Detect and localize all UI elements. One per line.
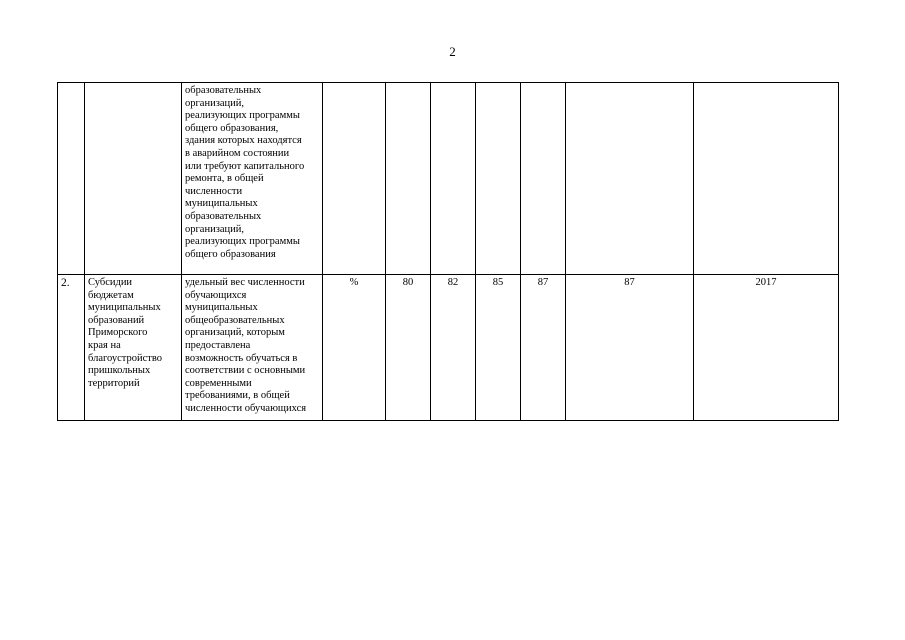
indicator-line: организаций, bbox=[185, 97, 244, 109]
name-line: территорий bbox=[88, 377, 140, 389]
cell-year: 2017 bbox=[694, 275, 839, 421]
name-line: Приморского bbox=[88, 327, 148, 339]
indicator-line: общего образования, bbox=[185, 122, 279, 134]
indicator-line: образовательных bbox=[185, 210, 262, 222]
table-row bbox=[58, 275, 839, 421]
indicator-line: предоставлена bbox=[185, 339, 251, 351]
indicator-line: возможность обучаться в bbox=[185, 352, 298, 364]
indicator-line: численности bbox=[185, 185, 243, 197]
cell-value: 80 bbox=[386, 275, 431, 421]
indicator-line: организаций, которым bbox=[185, 327, 285, 339]
indicator-line: образовательных bbox=[185, 85, 262, 96]
cell-unit: % bbox=[323, 275, 386, 421]
cell-indicator bbox=[182, 83, 323, 275]
indicator-line: муниципальных bbox=[185, 302, 258, 314]
indicators-table bbox=[57, 82, 839, 421]
cell-unit bbox=[323, 83, 386, 275]
name-line: образований bbox=[88, 314, 145, 326]
cell-value bbox=[431, 83, 476, 275]
cell-value bbox=[476, 83, 521, 275]
cell-number bbox=[58, 83, 85, 275]
indicator-line: соответствии с основными bbox=[185, 365, 306, 377]
name-line: благоустройство bbox=[88, 352, 163, 364]
indicator-line: общего образования bbox=[185, 248, 276, 260]
indicator-line: общеобразовательных bbox=[185, 314, 285, 326]
cell-value bbox=[521, 83, 566, 275]
cell-number: 2. bbox=[58, 275, 85, 421]
cell-value: 82 bbox=[431, 275, 476, 421]
indicator-line: реализующих программы bbox=[185, 110, 300, 122]
name-line: бюджетам bbox=[88, 289, 134, 301]
indicator-line: муниципальных bbox=[185, 198, 258, 210]
name-line: пришкольных bbox=[88, 365, 151, 377]
page-number: 2 bbox=[449, 44, 456, 59]
name-line: муниципальных bbox=[88, 302, 161, 314]
indicator-line: численности обучающихся bbox=[185, 402, 307, 414]
name-line: края на bbox=[88, 339, 121, 351]
cell-indicator bbox=[182, 275, 323, 421]
indicator-line: обучающихся bbox=[185, 289, 247, 301]
name-line: Субсидии bbox=[88, 277, 133, 288]
indicator-line: требованиями, в общей bbox=[185, 390, 290, 402]
indicator-line: здания которых находятся bbox=[185, 135, 302, 147]
indicator-line: в аварийном состоянии bbox=[185, 147, 290, 159]
cell-value bbox=[386, 83, 431, 275]
indicator-line: реализующих программы bbox=[185, 236, 300, 248]
cell-value: 87 bbox=[521, 275, 566, 421]
cell-target-value bbox=[566, 83, 694, 275]
table-row-continuation bbox=[58, 83, 839, 275]
cell-year bbox=[694, 83, 839, 275]
indicator-line: ремонта, в общей bbox=[185, 173, 264, 185]
indicator-line: современными bbox=[185, 377, 252, 389]
cell-target-value: 87 bbox=[566, 275, 694, 421]
cell-value: 85 bbox=[476, 275, 521, 421]
indicator-line: или требуют капитального bbox=[185, 160, 305, 172]
indicator-line: организаций, bbox=[185, 223, 244, 235]
cell-name bbox=[85, 83, 182, 275]
indicator-line: удельный вес численности bbox=[185, 277, 305, 288]
cell-name bbox=[85, 275, 182, 421]
